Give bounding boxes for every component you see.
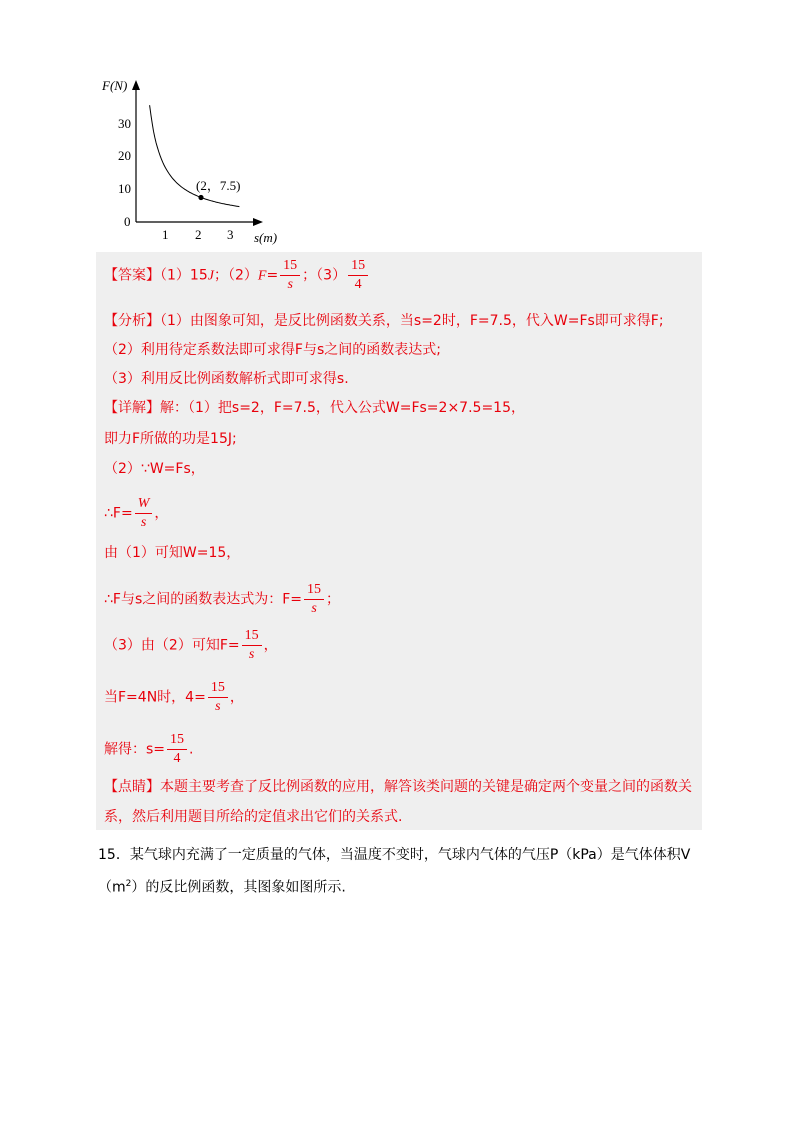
analysis-line-2: （2）利用待定系数法即可求得F与s之间的函数表达式; (104, 342, 441, 358)
answer-tag: 【答案】 (104, 267, 160, 284)
fraction-15-over-s-2: $\frac{15}{s}$ (304, 582, 324, 617)
y-tick-20: 20 (118, 148, 131, 163)
analysis-line-1: 【分析】（1）由图象可知，是反比例函数关系，当s=2时，F=7.5，代入W=Fs即可求得F; (104, 313, 664, 329)
x-axis-label: s(m) (254, 230, 278, 245)
detail-line-7: （3）由（2）可知F= $\frac{15}{s}$ ， (104, 628, 278, 662)
x-tick-3: 3 (227, 227, 234, 242)
y-axis-arrow (132, 80, 140, 90)
y-axis-label: F(N) (102, 78, 128, 93)
fraction-15-over-4: $\frac{15}{4}$ (348, 258, 368, 293)
detail-line-5: 由（1）可知W=15， (104, 545, 241, 561)
question-15-line-1: 15．某气球内充满了一定质量的气体，当温度不变时，气球内气体的气压P（kPa）是气体体积V (98, 847, 691, 863)
detail-line-4: ∴F= $\frac{W}{s}$ ， (104, 496, 169, 530)
analysis-line-3: （3）利用反比例函数解析式即可求得s. (104, 371, 349, 387)
fraction-w-over-s: $\frac{W}{s}$ (135, 496, 153, 531)
question-15-line-2: $(m^2)$的反比例函数，其图象如图所示. (98, 879, 346, 896)
y-tick-30: 30 (118, 116, 131, 131)
detail-line-3: （2）∵W=Fs， (104, 461, 205, 477)
fraction-15-over-4-2: $\frac{15}{4}$ (167, 732, 187, 767)
analysis-tag: 【分析】 (104, 313, 160, 329)
detail-line-2: 即力F所做的功是15J; (104, 431, 237, 447)
x-tick-1: 1 (162, 227, 169, 242)
comment-line-1: 【点睛】本题主要考查了反比例函数的应用，解答该类问题的关键是确定两个变量之间的函数关 (104, 779, 692, 795)
x-axis-arrow (253, 218, 263, 226)
y-tick-0: 0 (124, 214, 131, 229)
detail-line-9: 解得：s= $\frac{15}{4}$ . (104, 732, 194, 766)
detail-tag: 【详解】 (104, 400, 160, 416)
x-tick-2: 2 (195, 227, 202, 242)
comment-line-2: 系，然后利用题目所给的定值求出它们的关系式. (104, 809, 403, 825)
answer-block (96, 252, 702, 830)
force-distance-graph (96, 74, 296, 249)
detail-line-1: 【详解】解：（1）把s=2，F=7.5，代入公式W=Fs=2×7.5=15， (104, 400, 525, 416)
point-label: (2，7.5) (196, 178, 241, 193)
answer-line: 【答案】（1）15J；（2）F= $\frac{15}{s}$ ；（3） $\frac{15}{4}$ (104, 258, 370, 293)
fraction-15-over-s-3: $\frac{15}{s}$ (242, 628, 262, 663)
detail-line-8: 当F=4N时，4= $\frac{15}{s}$ ， (104, 680, 244, 714)
fraction-15-over-s-4: $\frac{15}{s}$ (208, 680, 228, 715)
data-point (198, 195, 203, 200)
y-tick-10: 10 (118, 181, 131, 196)
fraction-15-over-s: $\frac{15}{s}$ (280, 258, 300, 293)
comment-tag: 【点睛】 (104, 779, 160, 795)
detail-line-6: ∴F与s之间的函数表达式为：F= $\frac{15}{s}$ ； (104, 582, 341, 616)
